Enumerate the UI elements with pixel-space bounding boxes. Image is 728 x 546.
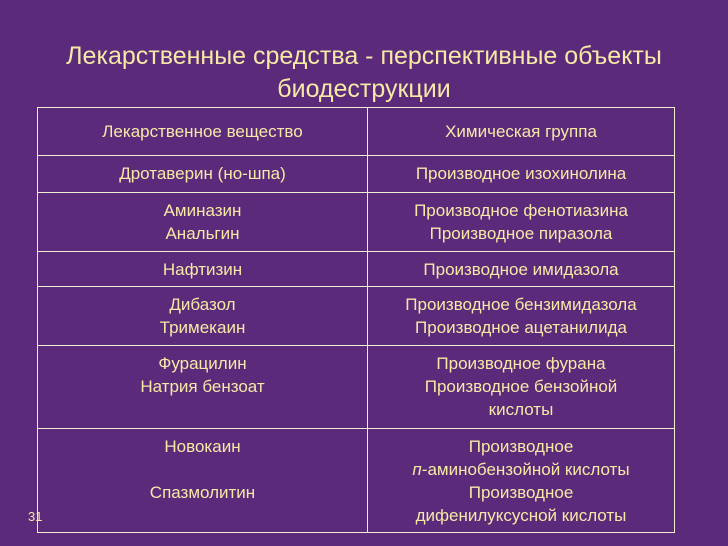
table-row <box>38 193 675 252</box>
title-line-2: биодеструкции <box>277 75 451 103</box>
table-header-row <box>38 108 675 156</box>
cell-group: Производное бензимидазола Производное ацетанилида <box>368 287 675 346</box>
table-row <box>38 156 675 193</box>
cell-group: Производное фурана Производное бензойной кислоты <box>368 346 675 429</box>
header-group: Химическая группа <box>368 108 675 156</box>
table-row <box>38 429 675 533</box>
cell-drug: Дибазол Тримекаин <box>38 287 368 346</box>
cell-group: Производное п-аминобензойной кислоты Производное дифенилуксусной кислоты <box>368 429 675 533</box>
table-row <box>38 346 675 429</box>
table-row <box>38 287 675 346</box>
cell-drug: Дротаверин (но-шпа) <box>38 156 368 193</box>
slide-number: 31 <box>28 509 43 524</box>
title-line-1: Лекарственные средства - перспективные объекты <box>66 42 662 70</box>
cell-drug: Новокаин Спазмолитин <box>38 429 368 533</box>
cell-drug: Аминазин Анальгин <box>38 193 368 252</box>
cell-drug: Нафтизин <box>38 252 368 287</box>
slide-title <box>0 40 728 106</box>
cell-group: Производное имидазола <box>368 252 675 287</box>
cell-drug: Фурацилин Натрия бензоат <box>38 346 368 429</box>
table-row <box>38 252 675 287</box>
drug-table <box>37 107 675 533</box>
cell-group: Производное фенотиазина Производное пиразола <box>368 193 675 252</box>
header-drug: Лекарственное вещество <box>38 108 368 156</box>
para-prefix: п <box>412 460 422 479</box>
cell-group: Производное изохинолина <box>368 156 675 193</box>
